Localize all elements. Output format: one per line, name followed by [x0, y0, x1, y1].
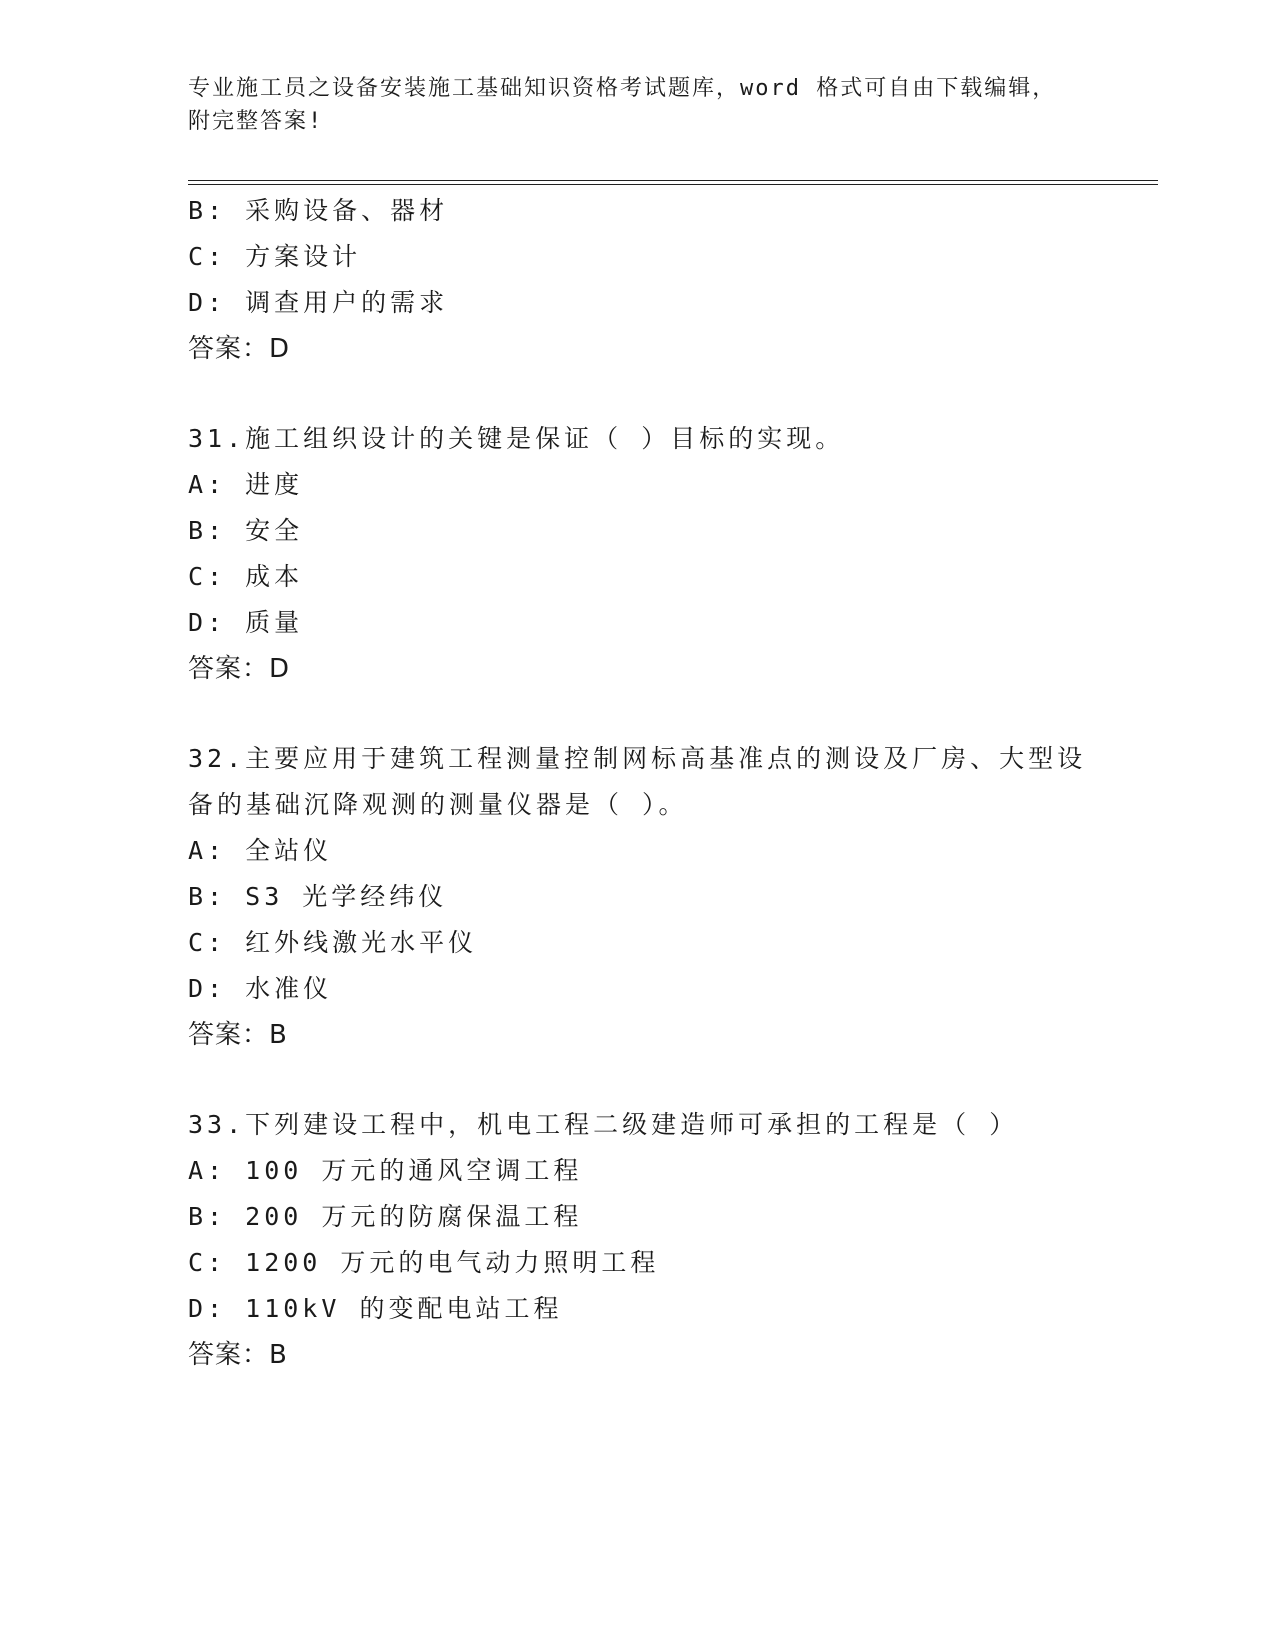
- header-title-line-1: 专业施工员之设备安装施工基础知识资格考试题库，word 格式可自由下载编辑，: [188, 76, 1057, 101]
- answer: 答案：B: [188, 1020, 288, 1050]
- document-header: [188, 72, 1068, 138]
- question-list: [188, 188, 1088, 1378]
- option-d: D: 调查用户的需求: [188, 288, 449, 317]
- question-stem-line-2: 备的基础沉降观测的测量仪器是（ ）。: [188, 790, 688, 819]
- option-c: C: 红外线激光水平仪: [188, 928, 478, 957]
- question-32: [188, 736, 1088, 1058]
- option-d: D: 水准仪: [188, 974, 333, 1003]
- header-title-line-2: 附完整答案!: [188, 109, 324, 134]
- question-30-tail: [188, 188, 1088, 372]
- answer: 答案：D: [188, 334, 291, 364]
- question-stem-line-1: 32.主要应用于建筑工程测量控制网标高基准点的测设及厂房、大型设: [188, 744, 1087, 773]
- header-double-rule: [188, 180, 1158, 185]
- option-d: D: 110kV 的变配电站工程: [188, 1294, 563, 1323]
- option-a: A: 全站仪: [188, 836, 333, 865]
- option-b: B: 采购设备、器材: [188, 196, 449, 225]
- option-d: D: 质量: [188, 608, 304, 637]
- option-b: B: 200 万元的防腐保温工程: [188, 1202, 583, 1231]
- option-c: C: 方案设计: [188, 242, 362, 271]
- question-33: [188, 1102, 1088, 1378]
- option-a: A: 进度: [188, 470, 304, 499]
- option-b: B: S3 光学经纬仪: [188, 882, 448, 911]
- option-a: A: 100 万元的通风空调工程: [188, 1156, 583, 1185]
- option-b: B: 安全: [188, 516, 304, 545]
- question-stem: 33.下列建设工程中，机电工程二级建造师可承担的工程是（ ）: [188, 1110, 1019, 1139]
- question-31: [188, 416, 1088, 692]
- option-c: C: 1200 万元的电气动力照明工程: [188, 1248, 660, 1277]
- answer: 答案：D: [188, 654, 291, 684]
- option-c: C: 成本: [188, 562, 304, 591]
- answer: 答案：B: [188, 1340, 288, 1370]
- question-stem: 31.施工组织设计的关键是保证（ ）目标的实现。: [188, 424, 845, 453]
